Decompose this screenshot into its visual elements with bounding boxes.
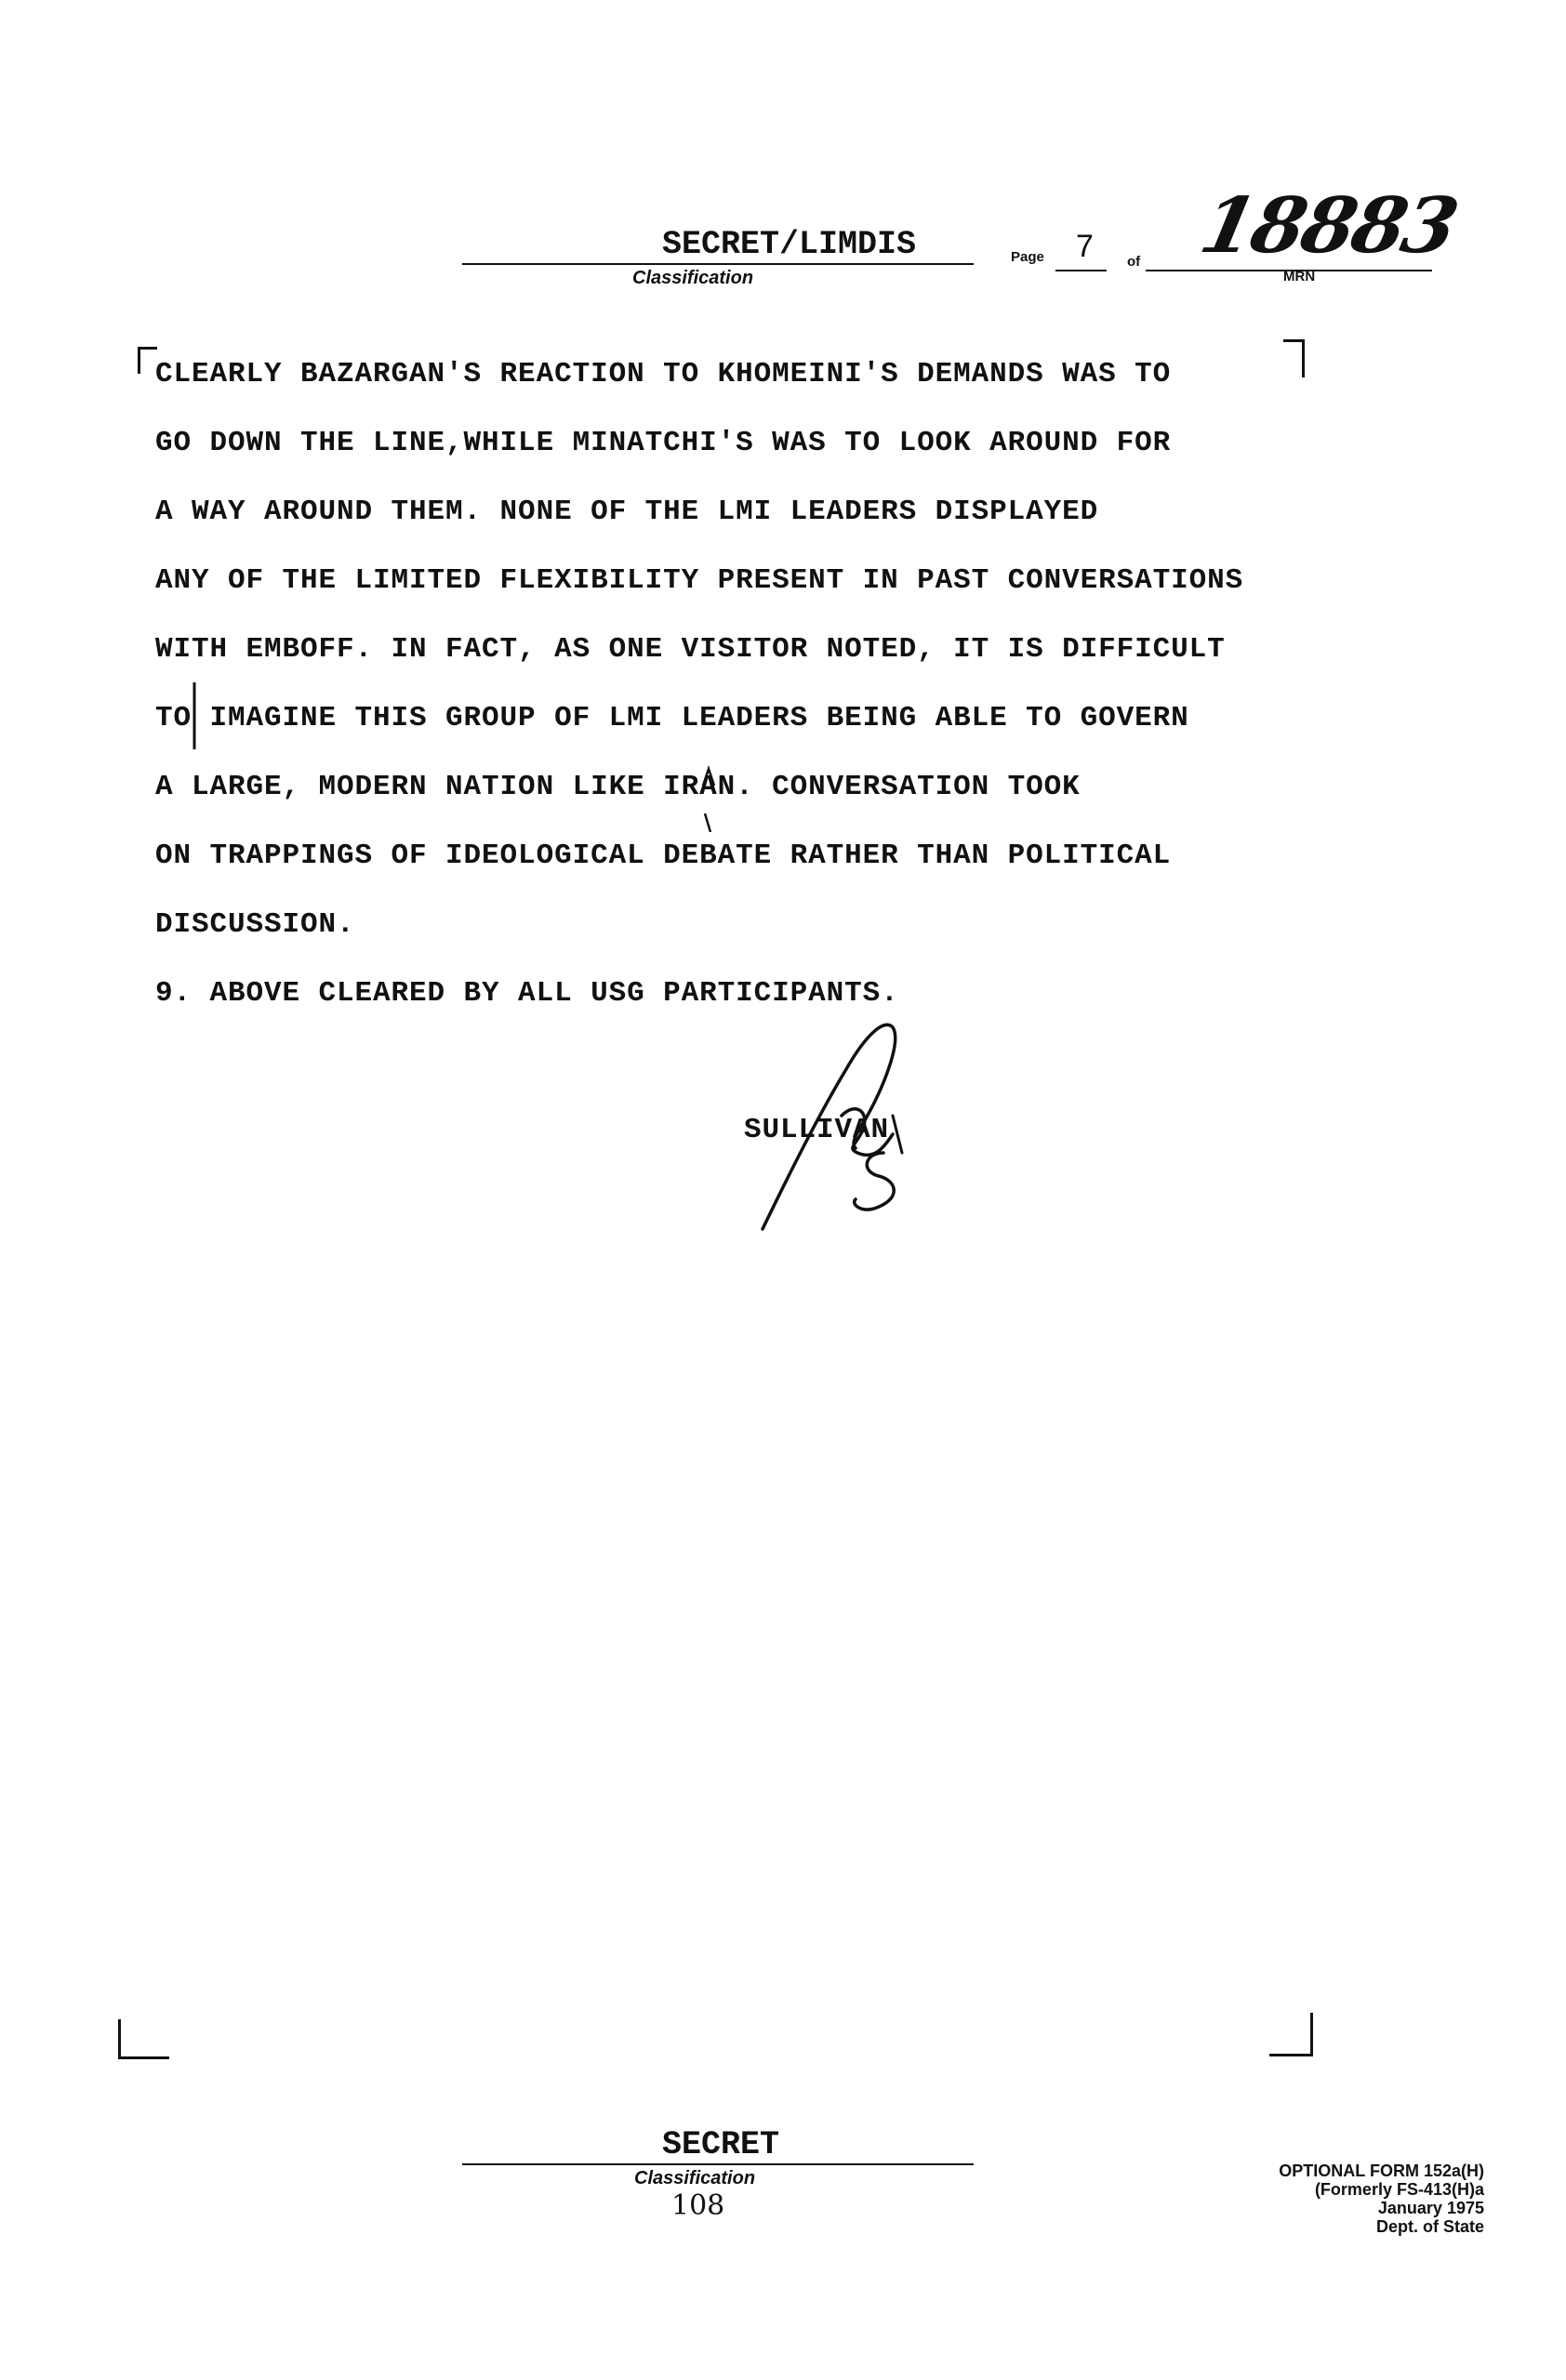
- page-number: 7: [1076, 229, 1094, 264]
- page-number-rule: [1055, 270, 1107, 271]
- handwritten-signature: [753, 1013, 939, 1236]
- body-line-6: TO IMAGINE THIS GROUP OF LMI LEADERS BEING ABLE TO GOVERN: [155, 702, 1189, 734]
- form-info-line-2: (Formerly FS-413(H)a: [1314, 2180, 1484, 2199]
- footer-page-number: 108: [671, 2189, 725, 2222]
- handwritten-insertion-mark: [181, 679, 209, 753]
- signature-name: SULLIVAN: [744, 1114, 890, 1146]
- mrn-handwritten-number: 18883: [1192, 181, 1464, 271]
- footer-classification: SECRET: [662, 2126, 780, 2163]
- corner-bracket-top-right: [1283, 339, 1305, 377]
- form-info-line-4: Dept. of State: [1375, 2217, 1484, 2236]
- form-info-line-3: January 1975: [1377, 2199, 1484, 2217]
- footer-classification-label: Classification: [634, 2168, 756, 2188]
- body-line-5: WITH EMBOFF. IN FACT, AS ONE VISITOR NOTED, IT IS DIFFICULT: [155, 633, 1226, 666]
- header-classification-rule: [462, 263, 974, 265]
- corner-bracket-bottom-right: [1269, 2013, 1313, 2056]
- handwritten-correction-mark: [688, 758, 725, 832]
- body-line-9: DISCUSSION.: [155, 908, 355, 941]
- form-info-block: [1279, 2162, 1484, 2236]
- corner-bracket-bottom-left: [118, 2019, 169, 2059]
- header-classification: SECRET/LIMDIS: [662, 226, 917, 263]
- corner-bracket-top-left: [138, 347, 157, 374]
- body-line-2: GO DOWN THE LINE,WHILE MINATCHI'S WAS TO LOOK AROUND FOR: [155, 427, 1172, 459]
- footer-classification-rule: [462, 2163, 974, 2165]
- mrn-label: MRN: [1283, 269, 1316, 284]
- page-label: Page: [1011, 249, 1044, 265]
- body-line-3: A WAY AROUND THEM. NONE OF THE LMI LEADERS DISPLAYED: [155, 496, 1099, 528]
- body-line-7: A LARGE, MODERN NATION LIKE IRAN. CONVERSATION TOOK: [155, 771, 1081, 803]
- header-classification-label: Classification: [632, 268, 754, 288]
- body-line-1: CLEARLY BAZARGAN'S REACTION TO KHOMEINI'S DEMANDS WAS TO: [155, 358, 1172, 390]
- body-line-4: ANY OF THE LIMITED FLEXIBILITY PRESENT IN PAST CONVERSATIONS: [155, 564, 1244, 597]
- body-line-10: 9. ABOVE CLEARED BY ALL USG PARTICIPANTS.: [155, 977, 899, 1010]
- of-label: of: [1127, 254, 1141, 270]
- form-info-line-1: OPTIONAL FORM 152a(H): [1279, 2162, 1484, 2180]
- body-line-8: ON TRAPPINGS OF IDEOLOGICAL DEBATE RATHER THAN POLITICAL: [155, 840, 1172, 872]
